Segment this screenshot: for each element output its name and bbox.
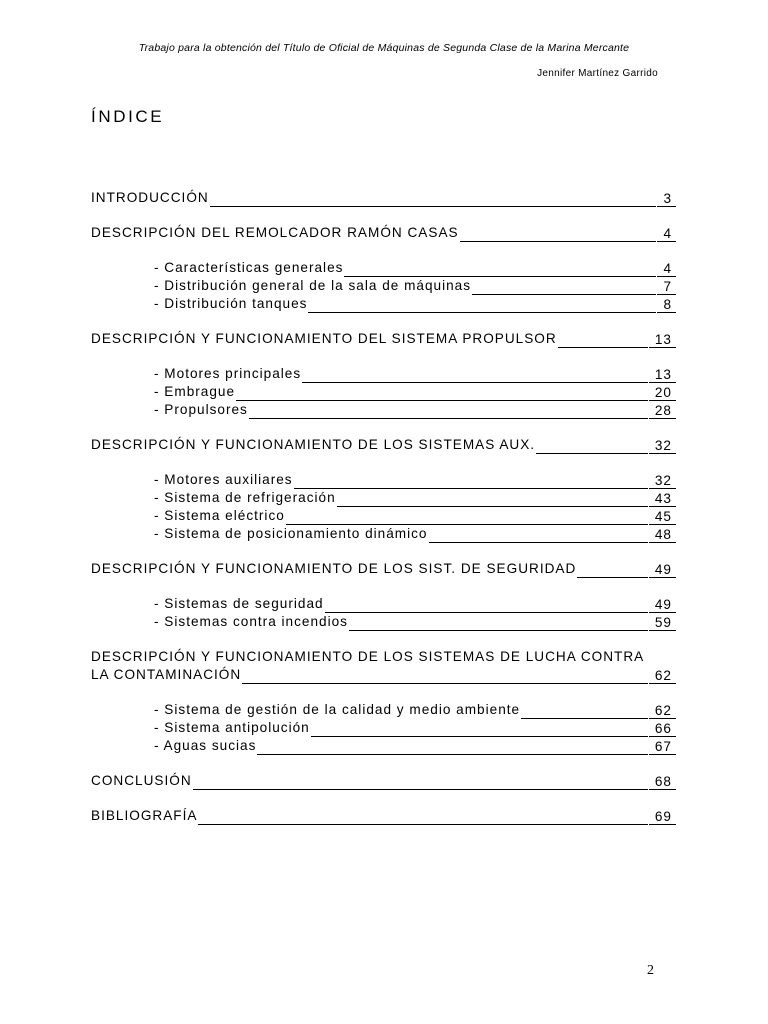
toc-page-number: 67 bbox=[649, 739, 676, 755]
toc-page-number: 4 bbox=[657, 226, 676, 242]
toc-entry-label: - Características generales bbox=[154, 260, 344, 275]
toc-page-number: 62 bbox=[649, 703, 676, 719]
toc-entry-auxiliares[interactable] bbox=[91, 436, 676, 454]
toc-page-number: 66 bbox=[649, 721, 676, 737]
toc-leader-line bbox=[257, 739, 647, 755]
toc-entry-remolcador[interactable] bbox=[91, 224, 676, 242]
toc-leader-line bbox=[308, 297, 656, 313]
toc-entry-label: DESCRIPCIÓN Y FUNCIONAMIENTO DE LOS SIST. DE SEGURIDAD bbox=[91, 561, 577, 576]
toc-page-number: 13 bbox=[649, 332, 676, 348]
toc-entry-label: - Sistema de gestión de la calidad y medio ambiente bbox=[154, 702, 521, 717]
toc-page-number: 32 bbox=[649, 438, 676, 454]
toc-page-number: 7 bbox=[657, 279, 676, 295]
toc-subentry[interactable] bbox=[91, 525, 676, 543]
toc-subentry[interactable] bbox=[91, 507, 676, 525]
toc-entry-label: INTRODUCCIÓN bbox=[91, 190, 209, 205]
toc-leader-line bbox=[349, 615, 648, 631]
toc-subentry[interactable] bbox=[91, 595, 676, 613]
toc-entry-label: - Sistema eléctrico bbox=[154, 508, 285, 523]
toc-subentry[interactable] bbox=[91, 383, 676, 401]
toc-entry-label: - Sistema de posicionamiento dinámico bbox=[154, 526, 428, 541]
toc-entry-label-line2: LA CONTAMINACIÓN bbox=[91, 667, 242, 682]
toc-subentry[interactable] bbox=[91, 701, 676, 719]
toc-entry-label: - Distribución general de la sala de máquinas bbox=[154, 278, 472, 293]
toc-subentry[interactable] bbox=[91, 365, 676, 383]
toc-entry-seguridad[interactable] bbox=[91, 560, 676, 578]
toc-page-number: 32 bbox=[649, 473, 676, 489]
toc-page-number: 13 bbox=[649, 367, 676, 383]
toc-subentry[interactable] bbox=[91, 295, 676, 313]
toc-entry-propulsor[interactable] bbox=[91, 330, 676, 348]
toc-entry-label: - Embrague bbox=[154, 384, 236, 399]
toc-leader-line bbox=[325, 597, 648, 613]
toc-entry-conclusion[interactable] bbox=[91, 772, 676, 790]
toc-subentry[interactable] bbox=[91, 401, 676, 419]
toc-page-number: 59 bbox=[649, 615, 676, 631]
toc-leader-line bbox=[558, 332, 648, 348]
toc-entry-label: - Aguas sucias bbox=[154, 738, 257, 753]
toc-entry-label: BIBLIOGRAFÍA bbox=[91, 808, 198, 823]
toc-subentry[interactable] bbox=[91, 277, 676, 295]
toc-subentry[interactable] bbox=[91, 259, 676, 277]
toc-leader-line bbox=[344, 261, 656, 277]
toc-page-number: 48 bbox=[649, 527, 676, 543]
toc-leader-line bbox=[577, 562, 648, 578]
toc-page-number: 4 bbox=[657, 261, 676, 277]
toc-entry-label: - Sistemas contra incendios bbox=[154, 614, 348, 629]
toc-page-number: 3 bbox=[657, 191, 676, 207]
toc-entry-label: - Propulsores bbox=[154, 402, 248, 417]
toc-entry-introduccion[interactable] bbox=[91, 189, 676, 207]
toc-subentry[interactable] bbox=[91, 719, 676, 737]
toc-entry-label: - Distribución tanques bbox=[154, 296, 308, 311]
toc-leader-line bbox=[460, 226, 657, 242]
toc-page-number: 8 bbox=[657, 297, 676, 313]
toc-page-number: 45 bbox=[649, 509, 676, 525]
document-header: Trabajo para la obtención del Título de Oficial de Máquinas de Segunda Clase de la Marina Mercante bbox=[138, 42, 630, 54]
toc-leader-line bbox=[286, 509, 648, 525]
toc-leader-line bbox=[521, 703, 648, 719]
toc-entry-label: DESCRIPCIÓN DEL REMOLCADOR RAMÓN CASAS bbox=[91, 225, 459, 240]
toc-page-number: 20 bbox=[649, 385, 676, 401]
toc-leader-line bbox=[311, 721, 648, 737]
table-of-contents bbox=[91, 189, 676, 825]
toc-entry-label: - Motores auxiliares bbox=[154, 472, 293, 487]
toc-leader-line bbox=[302, 367, 648, 383]
toc-leader-line bbox=[198, 809, 647, 825]
toc-leader-line bbox=[337, 491, 648, 507]
toc-page-number: 28 bbox=[649, 403, 676, 419]
toc-leader-line bbox=[294, 473, 648, 489]
page-number: 2 bbox=[647, 963, 654, 978]
toc-entry-label: DESCRIPCIÓN Y FUNCIONAMIENTO DE LOS SISTEMAS AUX. bbox=[91, 437, 536, 452]
toc-leader-line bbox=[242, 668, 648, 684]
toc-entry-label: - Sistema de refrigeración bbox=[154, 490, 336, 505]
toc-entry-contaminacion[interactable] bbox=[91, 648, 676, 684]
toc-page-number: 69 bbox=[649, 809, 676, 825]
toc-leader-line bbox=[429, 527, 648, 543]
toc-leader-line bbox=[193, 774, 648, 790]
toc-entry-bibliografia[interactable] bbox=[91, 807, 676, 825]
toc-entry-label-line1: DESCRIPCIÓN Y FUNCIONAMIENTO DE LOS SISTEMAS DE LUCHA CONTRA bbox=[91, 649, 645, 664]
toc-subentry[interactable] bbox=[91, 737, 676, 755]
toc-page-number: 68 bbox=[649, 774, 676, 790]
toc-page-number: 43 bbox=[649, 491, 676, 507]
toc-page-number: 49 bbox=[649, 597, 676, 613]
toc-leader-line bbox=[236, 385, 648, 401]
toc-entry-label: - Motores principales bbox=[154, 366, 302, 381]
index-title: ÍNDICE bbox=[91, 107, 165, 126]
toc-leader-line bbox=[249, 403, 648, 419]
toc-page-number: 49 bbox=[649, 562, 676, 578]
toc-page-number: 62 bbox=[649, 668, 676, 684]
toc-entry-label: DESCRIPCIÓN Y FUNCIONAMIENTO DEL SISTEMA PROPULSOR bbox=[91, 331, 557, 346]
author-name: Jennifer Martínez Garrido bbox=[537, 68, 658, 79]
toc-subentry[interactable] bbox=[91, 471, 676, 489]
toc-leader-line bbox=[472, 279, 656, 295]
toc-subentry[interactable] bbox=[91, 613, 676, 631]
toc-leader-line bbox=[210, 191, 657, 207]
toc-leader-line bbox=[536, 438, 648, 454]
toc-subentry[interactable] bbox=[91, 489, 676, 507]
toc-entry-label: - Sistemas de seguridad bbox=[154, 596, 324, 611]
toc-entry-label: CONCLUSIÓN bbox=[91, 773, 192, 788]
toc-entry-label: - Sistema antipolución bbox=[154, 720, 310, 735]
